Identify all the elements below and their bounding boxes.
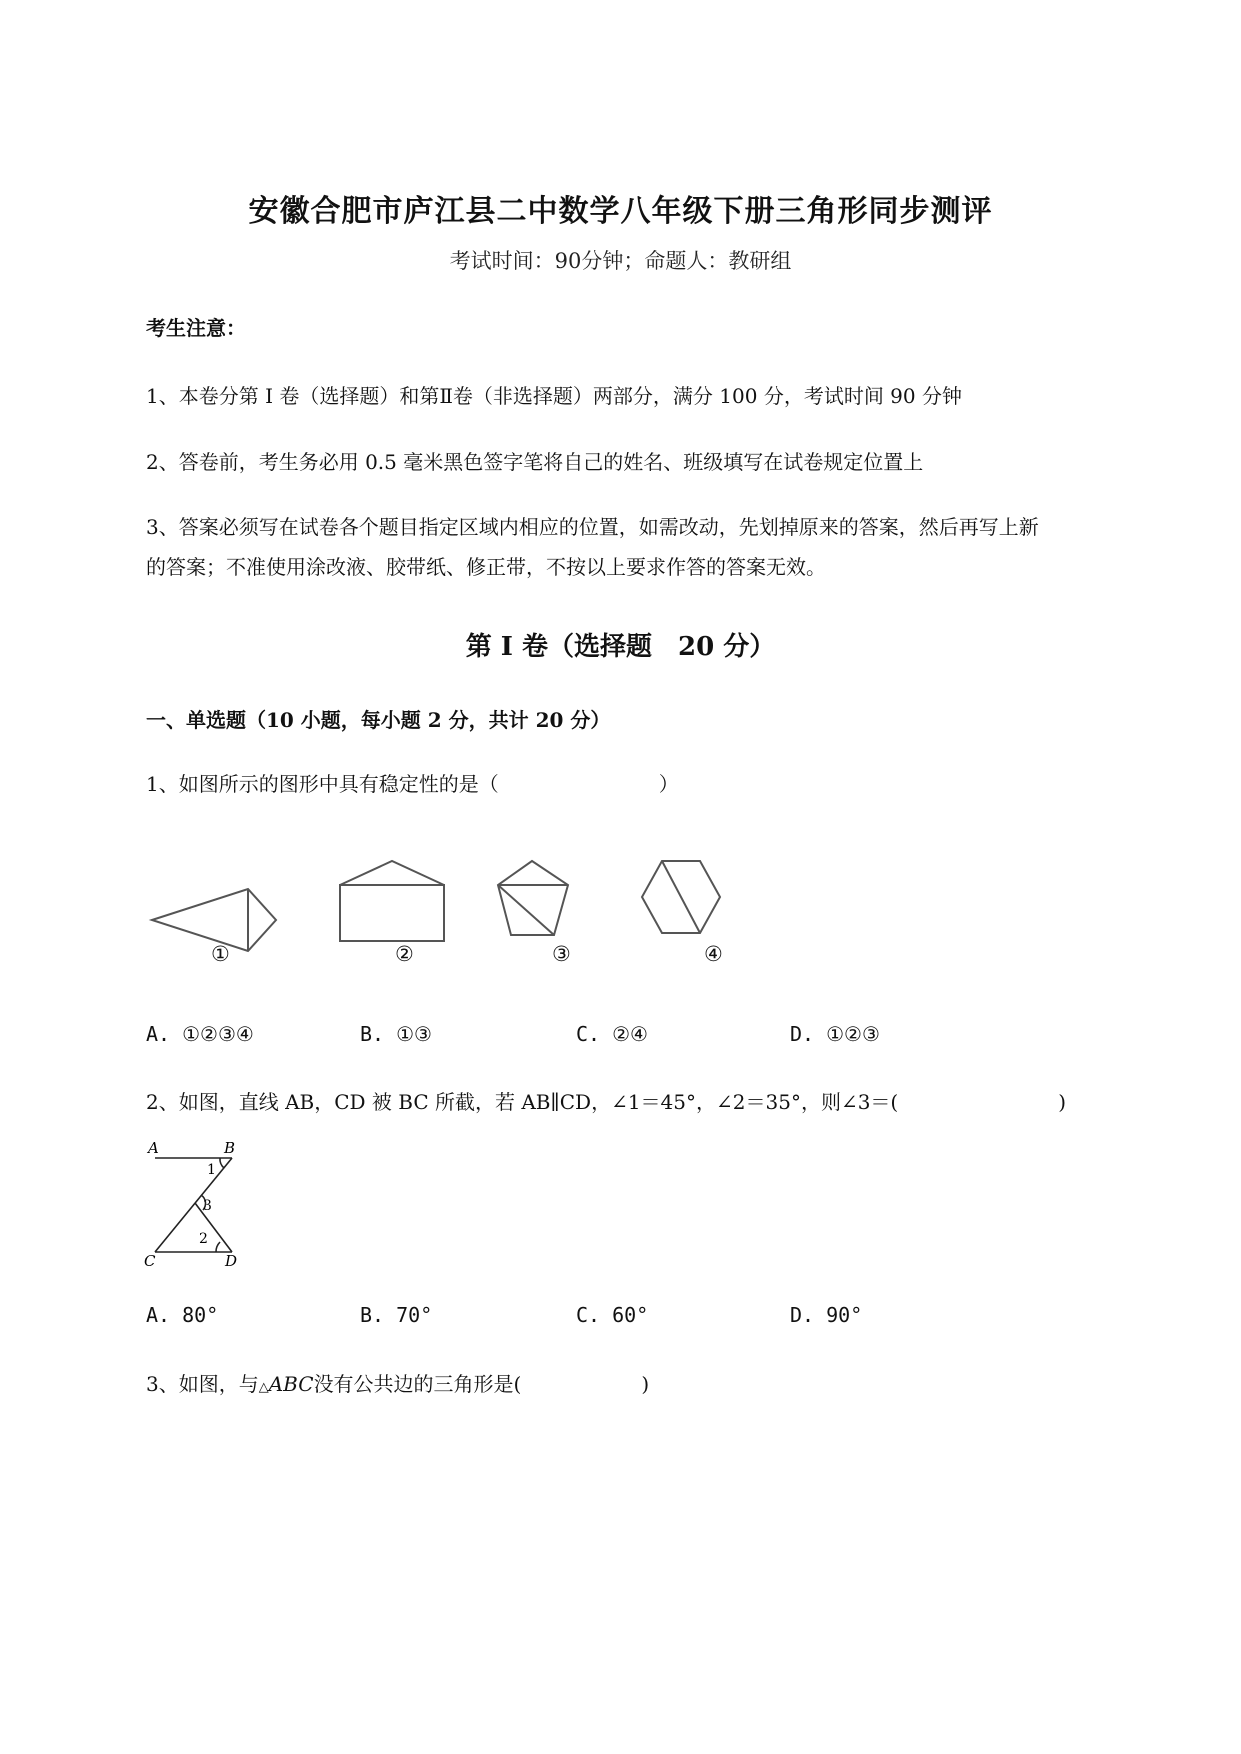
notice-item: 1、本卷分第 I 卷（选择题）和第Ⅱ卷（非选择题）两部分，满分 100 分，考试时间 90 分钟 bbox=[146, 384, 962, 408]
q1-option-b[interactable]: B. ①③ bbox=[360, 1022, 432, 1046]
question-3-stem-pre: 3、如图，与 bbox=[146, 1372, 259, 1396]
q1-option-a[interactable]: A. ①②③④ bbox=[146, 1022, 254, 1046]
triangle-name: ABC bbox=[268, 1372, 314, 1396]
question-1-figure bbox=[140, 845, 740, 965]
q2-option-a[interactable]: A. 80° bbox=[146, 1303, 219, 1327]
figure-house bbox=[340, 861, 444, 941]
question-3-stem-post: 没有公共边的三角形是( ) bbox=[313, 1372, 650, 1396]
notice-heading: 考生注意： bbox=[146, 316, 246, 340]
angle-label-1: 1 bbox=[207, 1162, 216, 1178]
notice-item: 3、答案必须写在试卷各个题目指定区域内相应的位置，如需改动，先划掉原来的答案，然后再写上新 bbox=[146, 515, 1039, 539]
point-label-c: C bbox=[144, 1252, 156, 1270]
q1-option-d[interactable]: D. ①②③ bbox=[790, 1022, 880, 1046]
triangle-symbol: △ bbox=[258, 1380, 269, 1395]
q2-option-b[interactable]: B. 70° bbox=[360, 1303, 433, 1327]
q2-option-d[interactable]: D. 90° bbox=[790, 1303, 863, 1327]
angle-label-3: 3 bbox=[203, 1198, 212, 1214]
section-title: 第 I 卷（选择题 20 分） bbox=[465, 632, 776, 662]
question-1-stem: 1、如图所示的图形中具有稳定性的是（ ） bbox=[146, 772, 679, 796]
question-2-figure bbox=[140, 1140, 260, 1270]
q1-option-c[interactable]: C. ②④ bbox=[576, 1022, 648, 1046]
figure-label-3: ③ bbox=[552, 942, 571, 966]
figure-label-2: ② bbox=[395, 942, 414, 966]
figure-label-1: ① bbox=[211, 942, 230, 966]
notice-item: 的答案；不准使用涂改液、胶带纸、修正带，不按以上要求作答的答案无效。 bbox=[146, 555, 826, 579]
page-subtitle: 考试时间：90分钟；命题人：教研组 bbox=[449, 249, 792, 273]
page-title: 安徽合肥市庐江县二中数学八年级下册三角形同步测评 bbox=[248, 194, 993, 229]
point-label-a: A bbox=[148, 1139, 159, 1157]
figure-hexagon bbox=[642, 861, 720, 933]
question-3-stem bbox=[146, 1368, 649, 1397]
notice-item: 2、答卷前，考生务必用 0.5 毫米黑色签字笔将自己的姓名、班级填写在试卷规定位置上 bbox=[146, 450, 924, 474]
question-2-stem: 2、如图，直线 AB，CD 被 BC 所截，若 AB∥CD，∠1＝45°，∠2＝35°，则∠3＝( ) bbox=[146, 1090, 1067, 1114]
angle-label-2: 2 bbox=[199, 1231, 208, 1247]
figure-pentagon bbox=[498, 861, 568, 935]
part-title: 一、单选题（10 小题，每小题 2 分，共计 20 分） bbox=[146, 708, 611, 732]
q2-option-c[interactable]: C. 60° bbox=[576, 1303, 649, 1327]
point-label-d: D bbox=[225, 1252, 238, 1270]
figure-label-4: ④ bbox=[704, 942, 723, 966]
point-label-b: B bbox=[224, 1139, 236, 1157]
